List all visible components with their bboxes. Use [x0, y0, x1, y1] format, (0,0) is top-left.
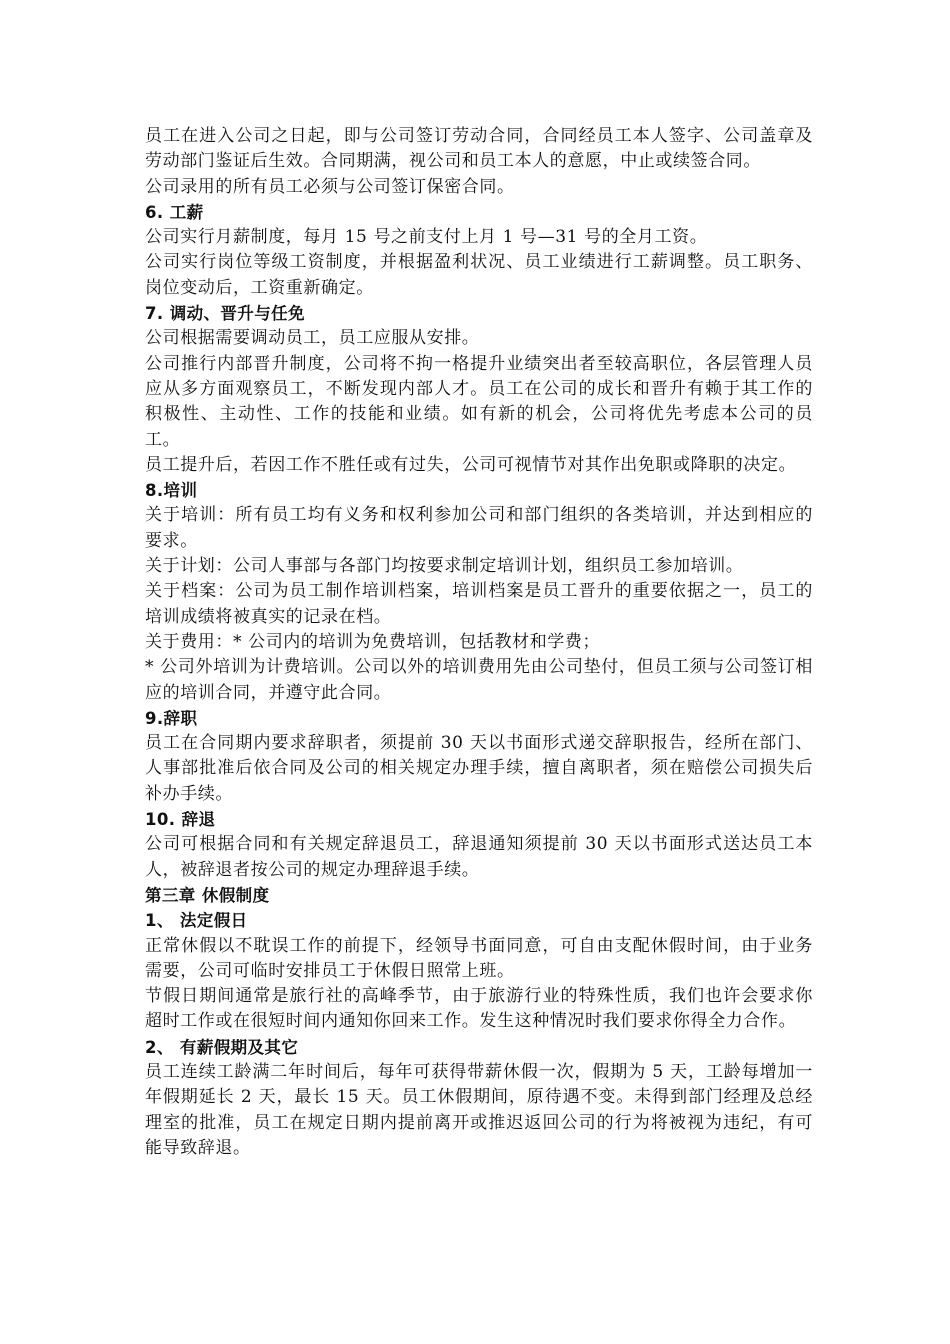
paragraph-holiday-season: 节假日期间通常是旅行社的高峰季节，由于旅游行业的特殊性质，我们也许会要求你超时工作或在很短时间内通知你回来工作。发生这种情况时我们要求你得全力合作。	[145, 986, 813, 1032]
paragraph-monthly-salary: 公司实行月薪制度，每月 15 号之前支付上月 1 号—31 号的全月工资。	[145, 227, 708, 248]
paragraph-training-fees: 关于费用：* 公司内的培训为免费培训，包括教材和学费；	[145, 631, 601, 652]
chapter-heading-leave: 第三章 休假制度	[145, 885, 270, 905]
paragraph-normal-leave: 正常休假以不耽误工作的前提下，经领导书面同意，可自由支配休假时间，由于业务需要，公司可临时安排员工于休假日照常上班。	[145, 935, 813, 981]
section-heading-resignation: 9.辞职	[145, 708, 198, 728]
section-heading-dismissal: 10. 辞退	[145, 810, 216, 830]
paragraph-training-plan: 关于计划：公司人事部与各部门均按要求制定培训计划，组织员工参加培训。	[145, 556, 744, 577]
document-page	[145, 124, 813, 1161]
section-heading-transfer-promotion: 7. 调动、晋升与任免	[145, 304, 305, 324]
paragraph-salary-grade: 公司实行岗位等级工资制度，并根据盈利状况、员工业绩进行工薪调整。员工职务、岗位变动后，工资重新确定。	[145, 252, 813, 298]
paragraph-resignation: 员工在合同期内要求辞职者，须提前 30 天以书面形式递交辞职报告，经所在部门、人事部批准后依合同及公司的相关规定办理手续，擅自离职者，须在赔偿公司损失后补办手续。	[145, 733, 813, 804]
paragraph-external-training: * 公司外培训为计费培训。公司以外的培训费用先由公司垫付，但员工须与公司签订相应的培训合同，并遵守此合同。	[145, 657, 813, 703]
section-heading-salary: 6. 工薪	[145, 202, 204, 222]
paragraph-transfer: 公司根据需要调动员工，员工应服从安排。	[145, 328, 480, 349]
paragraph-training-records: 关于档案：公司为员工制作培训档案，培训档案是员工晋升的重要依据之一，员工的培训成绩将被真实的记录在档。	[145, 581, 813, 627]
paragraph-demotion: 员工提升后，若因工作不胜任或有过失，公司可视情节对其作出免职或降职的决定。	[145, 454, 797, 475]
paragraph-paid-leave: 员工连续工龄满二年时间后，每年可获得带薪休假一次，假期为 5 天，工龄每增加一年假期延长 2 天，最长 15 天。员工休假期间，原待遇不变。未得到部门经理及总经理室的批准，员工在规定日期内提前离开或推迟返回公司的行为将被视为违纪，有可能导致辞退。	[145, 1061, 813, 1158]
paragraph-contract: 员工在进入公司之日起，即与公司签订劳动合同，合同经员工本人签字、公司盖章及劳动部门鉴证后生效。合同期满，视公司和员工本人的意愿，中止或续签合同。	[145, 126, 813, 172]
section-heading-paid-leave: 2、 有薪假期及其它	[145, 1037, 299, 1057]
section-heading-public-holidays: 1、 法定假日	[145, 911, 248, 931]
paragraph-dismissal: 公司可根据合同和有关规定辞退员工，辞退通知须提前 30 天以书面形式送达员工本人，被辞退者按公司的规定办理辞退手续。	[145, 834, 813, 880]
section-heading-training: 8.培训	[145, 481, 198, 501]
paragraph-promotion: 公司推行内部晋升制度，公司将不拘一格提升业绩突出者至较高职位，各层管理人员应从多方面观察员工，不断发现内部人才。员工在公司的成长和晋升有赖于其工作的积极性、主动性、工作的技能和业绩。如有新的机会，公司将优先考虑本公司的员工。	[145, 353, 813, 450]
paragraph-training-about: 关于培训：所有员工均有义务和权利参加公司和部门组织的各类培训，并达到相应的要求。	[145, 505, 813, 551]
paragraph-confidentiality: 公司录用的所有员工必须与公司签订保密合同。	[145, 176, 515, 197]
